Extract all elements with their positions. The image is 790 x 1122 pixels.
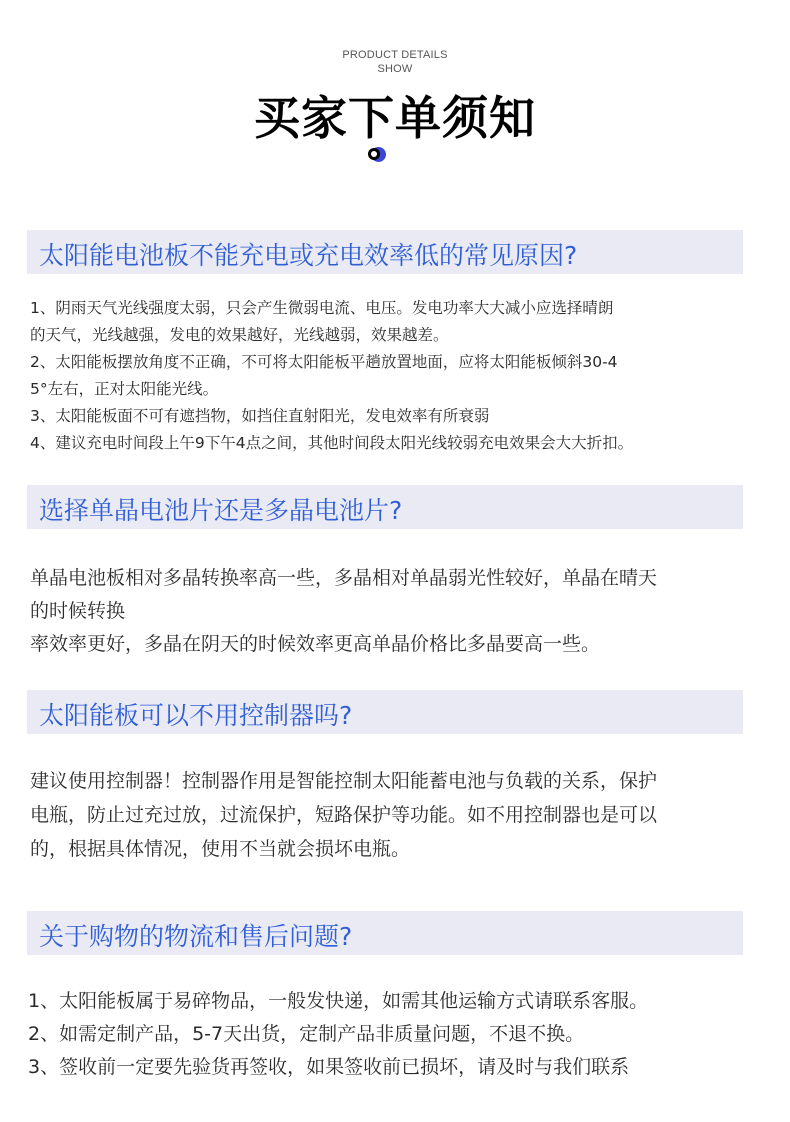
body-line: 单晶电池板相对多晶转换率高一些，多晶相对单晶弱光性较好，单晶在晴天 bbox=[30, 567, 658, 589]
page-title: 买家下单须知 bbox=[254, 91, 536, 145]
body-line: 电瓶，防止过充过放，过流保护，短路保护等功能。如不用控制器也是可以 bbox=[30, 804, 658, 826]
header-subtitle-en-2: SHOW bbox=[377, 63, 413, 75]
body-line: 3、太阳能板面不可有遮挡物，如挡住直射阳光，发电效率有所衰弱 bbox=[30, 407, 490, 425]
body-line: 1、太阳能板属于易碎物品，一般发快递，如需其他运输方式请联系客服。 bbox=[28, 990, 649, 1012]
section-body-1 bbox=[30, 295, 760, 457]
section-body-4 bbox=[28, 985, 758, 1084]
body-line: 的，根据具体情况，使用不当就会损坏电瓶。 bbox=[30, 838, 411, 860]
body-line: 的时候转换 bbox=[30, 600, 126, 622]
body-line: 建议使用控制器！控制器作用是智能控制太阳能蓄电池与负载的关系，保护 bbox=[30, 770, 658, 792]
decorative-dots-icon bbox=[367, 144, 391, 166]
body-line: 5°左右，正对太阳能光线。 bbox=[30, 380, 219, 398]
section-body-2 bbox=[30, 562, 760, 661]
section-heading-bar-3 bbox=[27, 690, 743, 734]
section-heading-bar-2 bbox=[27, 485, 743, 529]
section-heading-bar-4 bbox=[27, 911, 743, 955]
body-line: 2、太阳能板摆放角度不正确，不可将太阳能板平趟放置地面，应将太阳能板倾斜30-4 bbox=[30, 353, 618, 371]
section-heading-3: 太阳能板可以不用控制器吗? bbox=[39, 701, 353, 730]
section-heading-1: 太阳能电池板不能充电或充电效率低的常见原因? bbox=[39, 241, 578, 270]
body-line: 4、建议充电时间段上午9下午4点之间，其他时间段太阳光线较弱充电效果会大大折扣。 bbox=[30, 434, 634, 452]
section-body-3 bbox=[30, 764, 760, 866]
section-heading-2: 选择单晶电池片还是多晶电池片? bbox=[39, 496, 403, 525]
section-heading-4: 关于购物的物流和售后问题? bbox=[39, 922, 353, 951]
body-line: 率效率更好，多晶在阴天的时候效率更高单晶价格比多晶要高一些。 bbox=[30, 633, 601, 655]
header-subtitle-en-1: PRODUCT DETAILS bbox=[342, 49, 448, 61]
body-line: 的天气，光线越强，发电的效果越好，光线越弱，效果越差。 bbox=[30, 326, 449, 344]
body-line: 2、如需定制产品，5-7天出货，定制产品非质量问题，不退不换。 bbox=[28, 1023, 585, 1045]
section-heading-bar-1 bbox=[27, 230, 743, 274]
body-line: 1、阴雨天气光线强度太弱，只会产生微弱电流、电压。发电功率大大减小应选择晴朗 bbox=[30, 299, 614, 317]
body-line: 3、签收前一定要先验货再签收，如果签收前已损坏，请及时与我们联系 bbox=[28, 1056, 630, 1078]
